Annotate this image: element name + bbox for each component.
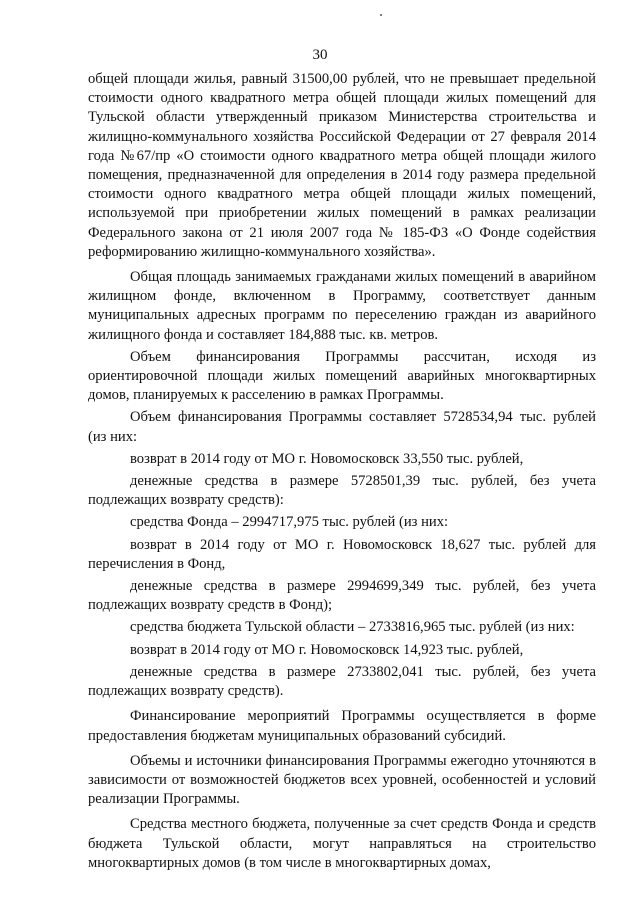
paragraph-funding-basis: Объем финансирования Программы рассчитан, исходя из ориентировочной площади жилых помещений аварийных многоквартирных домов, планируемых к расселению в рамках Программы. bbox=[88, 348, 596, 404]
paragraph-funding-total: Объем финансирования Программы составляет 5728534,94 тыс. рублей (из них: bbox=[88, 409, 596, 445]
paragraph-continuation-price: общей площади жилья, равный 31500,00 рублей, что не превышает предельной стоимости одного квадратного метра общей площади жилых помещений для Тульской области утвержденный приказом Министерства строительства и жилищно-коммунального хозяйства Российской Федерации от 27 февраля 2014 года №67/пр «О стоимости одного квадратного метра общей площади жилого помещения, предназначенной для определения в 2014 году размера предельной стоимости одного квадратного метра общей площади жилых помещений, используемой при приобретении жилых помещений в рамках реализации Федерального закона от 21 июля 2007 года № 185-ФЗ «О Фонде содействия реформированию жилищно-коммунального хозяйства». bbox=[88, 71, 596, 260]
paragraph-return-fund: возврат в 2014 году от МО г. Новомосковск 18,627 тыс. рублей для перечисления в Фонд, bbox=[88, 536, 596, 572]
paragraph-annual-adjustment: Объемы и источники финансирования Программы ежегодно уточняются в зависимости от возможностей бюджетов всех уровней, особенностей и условий реализации Программы. bbox=[88, 752, 596, 808]
paragraph-funds-total: денежные средства в размере 5728501,39 тыс. рублей, без учета подлежащих возврату средств): bbox=[88, 473, 596, 509]
paragraph-funds-regional: денежные средства в размере 2733802,041 тыс. рублей, без учета подлежащих возврату средств). bbox=[88, 663, 596, 700]
page-number: 30 bbox=[312, 47, 328, 63]
paragraph-return-regional: возврат в 2014 году от МО г. Новомосковск 14,923 тыс. рублей, bbox=[130, 641, 524, 658]
paragraph-subsidies: Финансирование мероприятий Программы осуществляется в форме предоставления бюджетам муниципальных образований субсидий. bbox=[88, 708, 596, 744]
body-text bbox=[88, 70, 596, 873]
paragraph-regional-budget: средства бюджета Тульской области – 2733816,965 тыс. рублей (из них: bbox=[130, 619, 575, 636]
scan-speck bbox=[380, 14, 382, 16]
paragraph-funds-fund: денежные средства в размере 2994699,349 тыс. рублей, без учета подлежащих возврату средств в Фонд); bbox=[88, 578, 596, 614]
paragraph-return-total: возврат в 2014 году от МО г. Новомосковск 33,550 тыс. рублей, bbox=[130, 450, 524, 467]
paragraph-local-budget: Средства местного бюджета, полученные за счет средств Фонда и средств бюджета Тульской области, могут направляться на строительство многоквартирных домов (в том числе в многоквартирных домах, bbox=[88, 816, 596, 871]
paragraph-total-area: Общая площадь занимаемых гражданами жилых помещений в аварийном жилищном фонде, включенном в Программу, соответствует данным муниципальных адресных программ по переселению граждан из аварийного жилищного фонда и составляет 184,888 тыс. кв. метров. bbox=[88, 269, 596, 343]
paragraph-fund-means: средства Фонда – 2994717,975 тыс. рублей (из них: bbox=[130, 514, 449, 531]
